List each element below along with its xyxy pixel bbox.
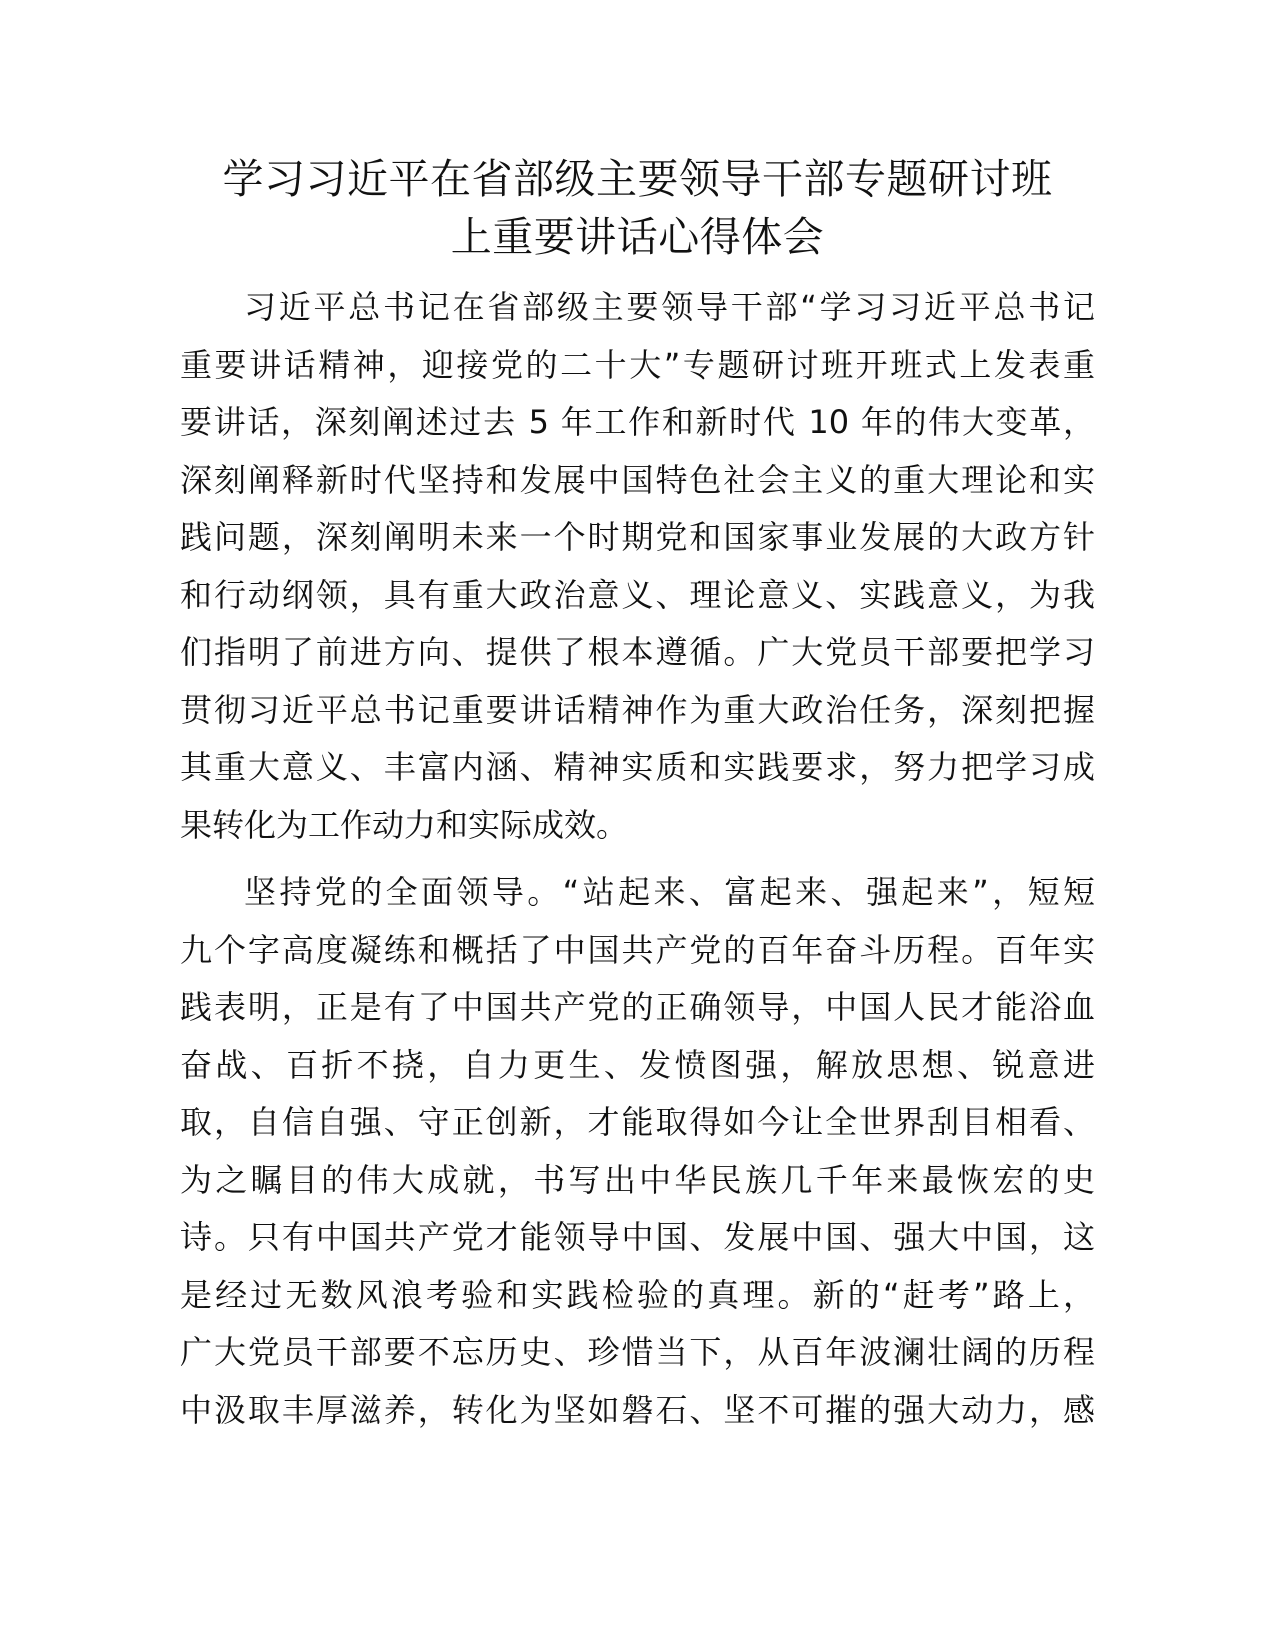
document-body bbox=[180, 279, 1095, 1449]
title-line-2: 上重要讲话心得体会 bbox=[450, 213, 825, 261]
paragraph-line: 其重大意义、丰富内涵、精神实质和实践要求，努力把学习成 bbox=[180, 748, 1095, 786]
paragraph-line: 践表明，正是有了中国共产党的正确领导，中国人民才能浴血 bbox=[180, 988, 1095, 1026]
title-line-1: 学习习近平在省部级主要领导干部专题研讨班 bbox=[222, 155, 1053, 203]
paragraph-line: 贯彻习近平总书记重要讲话精神作为重大政治任务，深刻把握 bbox=[180, 690, 1095, 729]
paragraph-line: 习近平总书记在省部级主要领导干部“学习习近平总书记 bbox=[244, 288, 1095, 326]
paragraph-line: 果转化为工作动力和实际成效。 bbox=[180, 805, 629, 844]
paragraph-line: 重要讲话精神，迎接党的二十大”专题研讨班开班式上发表重 bbox=[180, 345, 1095, 384]
paragraph-line: 九个字高度凝练和概括了中国共产党的百年奋斗历程。百年实 bbox=[180, 930, 1095, 969]
paragraph-line: 奋战、百折不挠，自力更生、发愤图强，解放思想、锐意进 bbox=[180, 1045, 1095, 1084]
document-title bbox=[180, 150, 1095, 266]
paragraph-line: 和行动纲领，具有重大政治意义、理论意义、实践意义，为我 bbox=[180, 575, 1095, 614]
paragraph-line: 诗。只有中国共产党才能领导中国、发展中国、强大中国，这 bbox=[180, 1218, 1095, 1256]
paragraph-line: 践问题，深刻阐明未来一个时期党和国家事业发展的大政方针 bbox=[180, 518, 1095, 556]
paragraph-line: 为之瞩目的伟大成就，书写出中华民族几千年来最恢宏的史 bbox=[180, 1160, 1095, 1199]
paragraph-line: 深刻阐释新时代坚持和发展中国特色社会主义的重大理论和实 bbox=[180, 460, 1095, 499]
paragraph-1 bbox=[180, 279, 1095, 854]
paragraph-line: 们指明了前进方向、提供了根本遵循。广大党员干部要把学习 bbox=[180, 633, 1095, 671]
paragraph-line: 中汲取丰厚滋养，转化为坚如磐石、坚不可摧的强大动力，感 bbox=[180, 1390, 1095, 1429]
paragraph-line: 广大党员干部要不忘历史、珍惜当下，从百年波澜壮阔的历程 bbox=[180, 1333, 1095, 1371]
paragraph-2 bbox=[180, 864, 1095, 1439]
paragraph-line: 要讲话，深刻阐述过去 5 年工作和新时代 10 年的伟大变革， bbox=[180, 403, 1095, 441]
paragraph-line: 是经过无数风浪考验和实践检验的真理。新的“赶考”路上， bbox=[180, 1275, 1095, 1314]
paragraph-line: 坚持党的全面领导。“站起来、富起来、强起来”，短短 bbox=[244, 873, 1095, 911]
paragraph-line: 取，自信自强、守正创新，才能取得如今让全世界刮目相看、 bbox=[180, 1103, 1095, 1141]
